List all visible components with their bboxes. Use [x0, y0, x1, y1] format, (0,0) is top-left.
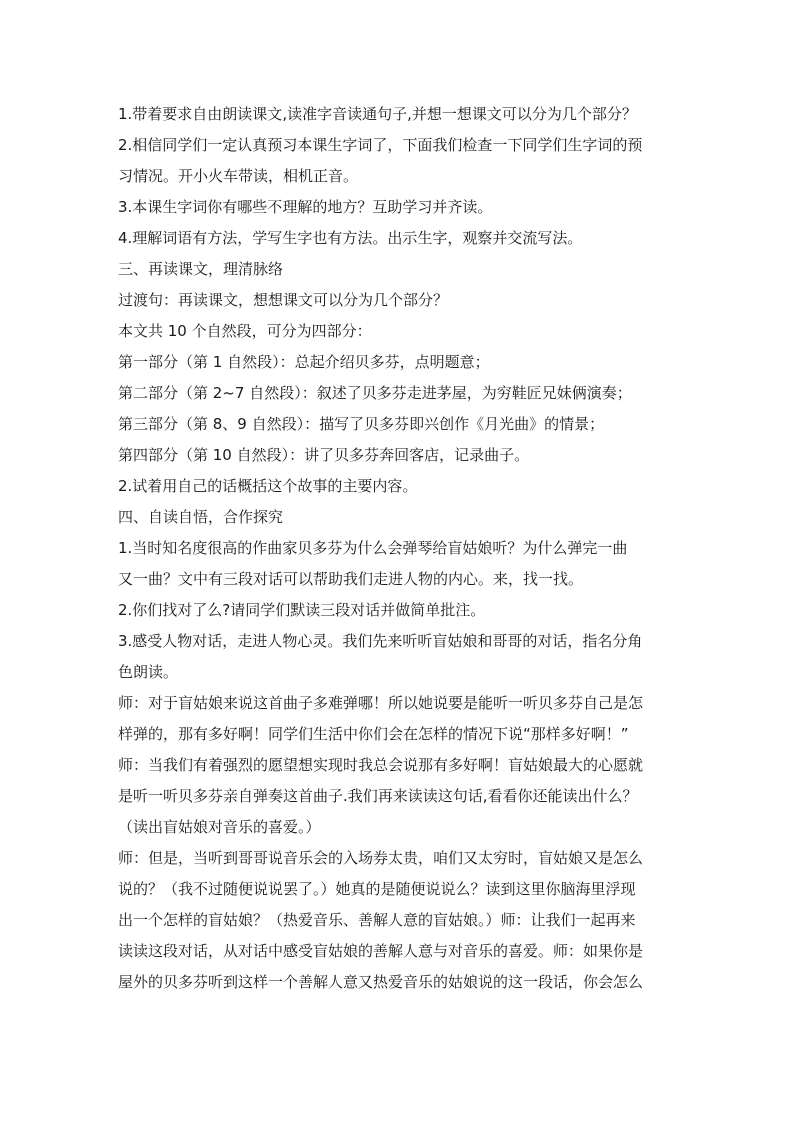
- paragraph-line: 出一个怎样的盲姑娘？（热爱音乐、善解人意的盲姑娘。）师：让我们一起再来: [118, 911, 636, 929]
- paragraph-line: 2.试着用自己的话概括这个故事的主要内容。: [118, 477, 418, 495]
- document-body: [118, 99, 678, 998]
- paragraph-line: 师：对于盲姑娘来说这首曲子多难弹哪！所以她说要是能听一听贝多芬自己是怎: [118, 694, 644, 712]
- paragraph-line: 习情况。开小火车带读，相机正音。: [118, 167, 359, 185]
- paragraph-line: 又一曲？文中有三段对话可以帮助我们走进人物的内心。来，找一找。: [118, 570, 584, 588]
- paragraph-line: 第二部分（第 2~7 自然段）：叙述了贝多芬走进茅屋，为穷鞋匠兄妹俩演奏；: [118, 384, 632, 402]
- paragraph-line: 第四部分（第 10 自然段）：讲了贝多芬奔回客店，记录曲子。: [118, 446, 530, 464]
- paragraph-line: 3.感受人物对话，走进人物心灵。我们先来听听盲姑娘和哥哥的对话，指名分角: [118, 632, 643, 650]
- paragraph-line: 过渡句：再读课文，想想课文可以分为几个部分？: [118, 291, 449, 309]
- paragraph-line: 3.本课生字词你有哪些不理解的地方？互助学习并齐读。: [118, 198, 493, 216]
- section-heading: 三、再读课文，理清脉络: [118, 260, 284, 278]
- paragraph-line: 本文共 10 个自然段，可分为四部分：: [118, 322, 372, 340]
- paragraph-line: 是听一听贝多芬亲自弹奏这首曲子.我们再来读读这句话,看看你还能读出什么？: [118, 787, 638, 805]
- paragraph-line: 读读这段对话，从对话中感受盲姑娘的善解人意与对音乐的喜爱。师：如果你是: [118, 942, 644, 960]
- paragraph-line: 4.理解词语有方法，学写生字也有方法。出示生字，观察并交流写法。: [118, 229, 583, 247]
- paragraph-line: 1.当时知名度很高的作曲家贝多芬为什么会弹琴给盲姑娘听？为什么弹完一曲: [118, 539, 628, 557]
- paragraph-line: （读出盲姑娘对音乐的喜爱。）: [118, 818, 321, 836]
- section-heading: 四、自读自悟，合作探究: [118, 508, 284, 526]
- paragraph-line: 色朗读。: [118, 663, 179, 681]
- paragraph-line: 屋外的贝多芬听到这样一个善解人意又热爱音乐的姑娘说的这一段话，你会怎么: [118, 973, 644, 991]
- paragraph-line: 师：当我们有着强烈的愿望想实现时我总会说那有多好啊！盲姑娘最大的心愿就: [118, 756, 644, 774]
- paragraph-line: 1.带着要求自由朗读课文,读准字音读通句子,并想一想课文可以分为几个部分？: [118, 105, 637, 123]
- paragraph-line: 2.你们找对了么?请同学们默读三段对话并做简单批注。: [118, 601, 486, 619]
- paragraph-line: 样弹的，那有多好啊！同学们生活中你们会在怎样的情况下说“那样多好啊！”: [118, 725, 629, 743]
- paragraph-line: 说的？（我不过随便说说罢了。）她真的是随便说说么？读到这里你脑海里浮现: [118, 880, 636, 898]
- paragraph-line: 2.相信同学们一定认真预习本课生字词了，下面我们检查一下同学们生字词的预: [118, 136, 643, 154]
- paragraph-line: 第三部分（第 8、9 自然段）：描写了贝多芬即兴创作《月光曲》的情景；: [118, 415, 605, 433]
- paragraph-line: 第一部分（第 1 自然段）：总起介绍贝多芬，点明题意；: [118, 353, 490, 371]
- paragraph-line: 师：但是，当听到哥哥说音乐会的入场券太贵，咱们又太穷时，盲姑娘又是怎么: [118, 849, 644, 867]
